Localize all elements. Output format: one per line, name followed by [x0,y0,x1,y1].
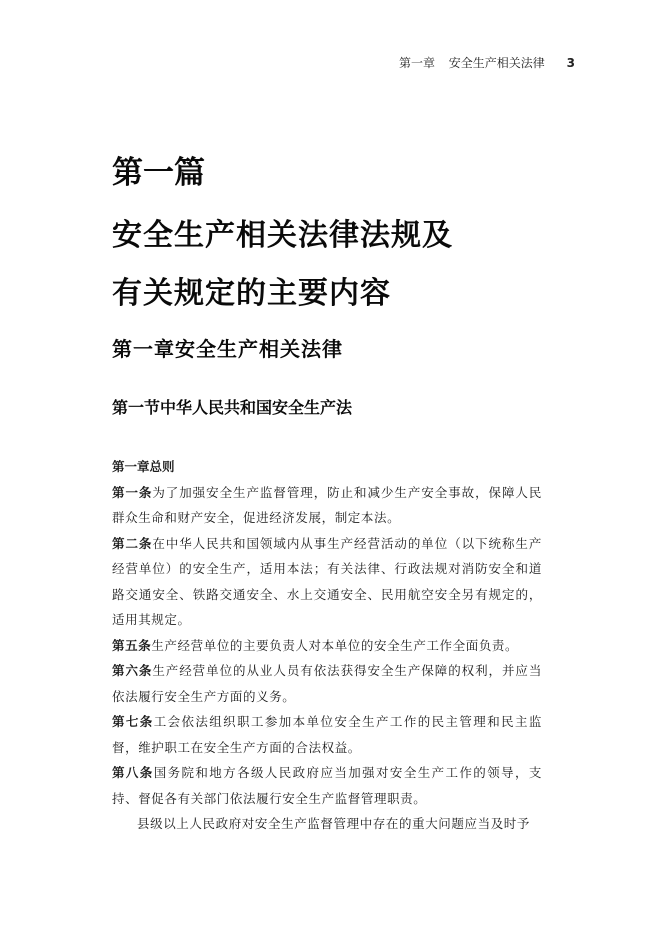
article-text: 为了加强安全生产监督管理，防止和减少生产安全事故，保障人民群众生命和财产安全，促进经济发展，制定本法。 [112,484,542,525]
continuation-paragraph: 县级以上人民政府对安全生产监督管理中存在的重大问题应当及时予 [137,816,531,831]
article-text: 生产经营单位的主要负责人对本单位的安全生产工作全面负责。 [151,637,519,653]
article-label: 第五条 [112,637,152,653]
part-title-line-2: 有关规定的主要内容 [112,276,391,311]
article-text: 工会依法组织职工参加本单位安全生产工作的民主管理和民主监督，维护职工在安全生产方面的合法权益。 [112,714,542,755]
article-label: 第八条 [112,765,154,780]
header-chapter: 第一章 [398,56,435,70]
article-text: 生产经营单位的从业人员有依法获得安全生产保障的权利，并应当依法履行安全生产方面的义务。 [112,663,542,704]
article-label: 第一条 [112,484,153,500]
article [112,709,542,760]
sub-heading: 第一章总则 [112,459,175,474]
part-title-line-1: 安全生产相关法律法规及 [112,218,453,253]
header-title: 安全生产相关法律 [448,56,545,70]
article-text: 在中华人民共和国领域内从事生产经营活动的单位（以下统称生产经营单位）的安全生产，适用本法；有关法律、行政法规对消防安全和道路交通安全、铁路交通安全、水上交通安全、民用航空安全另有规定的，适用其规定。 [112,535,542,627]
article-label: 第六条 [112,663,153,678]
article-text: 国务院和地方各级人民政府应当加强对安全生产工作的领导，支持、督促各有关部门依法履行安全生产监督管理职责。 [112,765,542,806]
article [112,531,542,633]
article [112,658,542,709]
article [112,480,542,531]
article-label: 第七条 [112,714,154,729]
chapter-heading: 第一章安全生产相关法律 [112,337,343,361]
section-heading: 第一节中华人民共和国安全生产法 [112,398,353,417]
article-label: 第二条 [112,535,153,551]
article [112,633,542,659]
body-text [112,454,542,837]
part-label: 第一篇 [112,155,205,191]
article [112,760,542,811]
running-header [399,54,575,71]
page-number: 3 [566,56,575,70]
